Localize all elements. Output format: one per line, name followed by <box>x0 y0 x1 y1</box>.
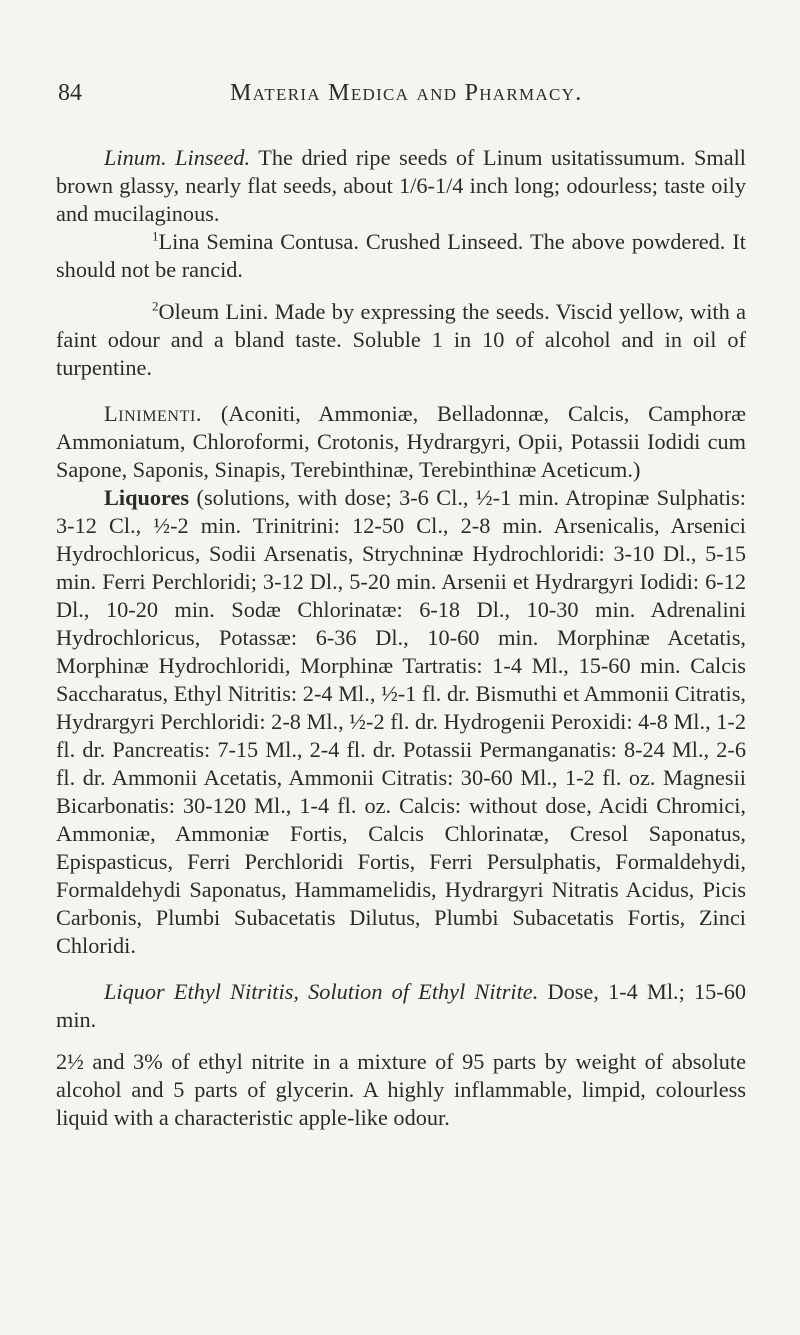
linum-entry <box>56 144 746 228</box>
linimenti-heading: Linimenti. <box>104 401 203 426</box>
linum-english-name: Linseed. <box>175 145 251 170</box>
linimenti-text: (Aconiti, Ammoniæ, Belladonnæ, Calcis, Camphoræ Ammoniatum, Chloroformi, Crotonis, Hydrargyri, Opii, Potassii Iodidi cum Sapone, Saponis, Sinapis, Terebinthinæ, Terebinthinæ Aceticum.) <box>56 401 746 482</box>
liquores-entry <box>56 484 746 960</box>
oleum-lini-text: Oleum Lini. Made by expressing the seeds. Viscid yellow, with a faint odour and a bland taste. Soluble 1 in 10 of alcohol and in oil of turpentine. <box>56 299 746 380</box>
ethyl-nitrite-dose: Dose, 1-4 Ml.; 15-60 min. <box>56 979 746 1032</box>
page-body <box>56 144 746 1132</box>
liquores-heading: Liquores <box>104 485 190 510</box>
linum-description: The dried ripe seeds of Linum usitatissumum. Small brown glassy, nearly flat seeds, about 1/6-1/4 inch long; odourless; taste oily and mucilaginous. <box>56 145 747 226</box>
lina-semina-entry <box>56 228 746 284</box>
ethyl-nitrite-title: Liquor Ethyl Nitritis, Solution of Ethyl Nitrite. <box>104 979 539 1004</box>
linum-latin-name: Linum. <box>104 145 167 170</box>
oleum-lini-entry <box>56 298 746 382</box>
lina-footnote-mark: 1 <box>152 228 159 244</box>
liquores-text: (solutions, with dose; 3-6 Cl., ½-1 min. Atropinæ Sulphatis: 3-12 Cl., ½-2 min. Trinitrini: 12-50 Cl., 2-8 min. Arsenicalis, Arsenici Hydrochloricus, Sodii Arsenatis, Strychninæ Hydrochloridi: 3-10 Dl., 5-15 min. Ferri Perchloridi; 3-12 Dl., 5-20 min. Arsenii et Hydrargyri Iodidi: 6-12 Dl., 10-20 min. Sodæ Chlorinatæ: 6-18 Dl., 10-30 min. Adrenalini Hydrochloricus, Potassæ: 6-36 Dl., 10-60 min. Morphinæ Acetatis, Morphinæ Hydrochloridi, Morphinæ Tartratis: 1-4 Ml., 15-60 min. Calcis Saccharatus, Ethyl Nitritis: 2-4 Ml., ½-1 fl. dr. Bismuthi et Ammonii Citratis, Hydrargyri Perchloridi: 2-8 Ml., ½-2 fl. dr. Hydrogenii Peroxidi: 4-8 Ml., 1-2 fl. dr. Pancreatis: 7-15 Ml., 2-4 fl. dr. Potassii Permanganatis: 8-24 Ml., 2-6 fl. dr. Ammonii Acetatis, Ammonii Citratis: 30-60 Ml., 1-2 fl. oz. Magnesii Bicarbonatis: 30-120 Ml., 1-4 fl. oz. Calcis: without dose, Acidi Chromici, Ammoniæ, Ammoniæ Fortis, Calcis Chlorinatæ, Cresol Saponatus, Epispasticus, Ferri Perchloridi Fortis, Ferri Persulphatis, Formaldehydi, Formaldehydi Saponatus, Hammamelidis, Hydrargyri Nitratis Acidus, Picis Carbonis, Plumbi Subacetatis Dilutus, Plumbi Subacetatis Fortis, Zinci Chloridi. <box>56 485 747 958</box>
ethyl-nitrite-description: 2½ and 3% of ethyl nitrite in a mixture of 95 parts by weight of absolute alcohol and 5 parts of glycerin. A highly inflammable, limpid, colourless liquid with a characteristic apple-like odour. <box>56 1049 746 1130</box>
ethyl-nitrite-description-para <box>56 1048 746 1132</box>
linimenti-entry <box>56 400 746 484</box>
oleum-footnote-mark: 2 <box>152 298 159 314</box>
lina-semina-text: Lina Semina Contusa. Crushed Linseed. The above powdered. It should not be rancid. <box>56 229 746 282</box>
page-number: 84 <box>58 80 82 106</box>
running-title: Materia Medica and Pharmacy. <box>230 80 583 106</box>
ethyl-nitrite-entry <box>56 978 746 1034</box>
